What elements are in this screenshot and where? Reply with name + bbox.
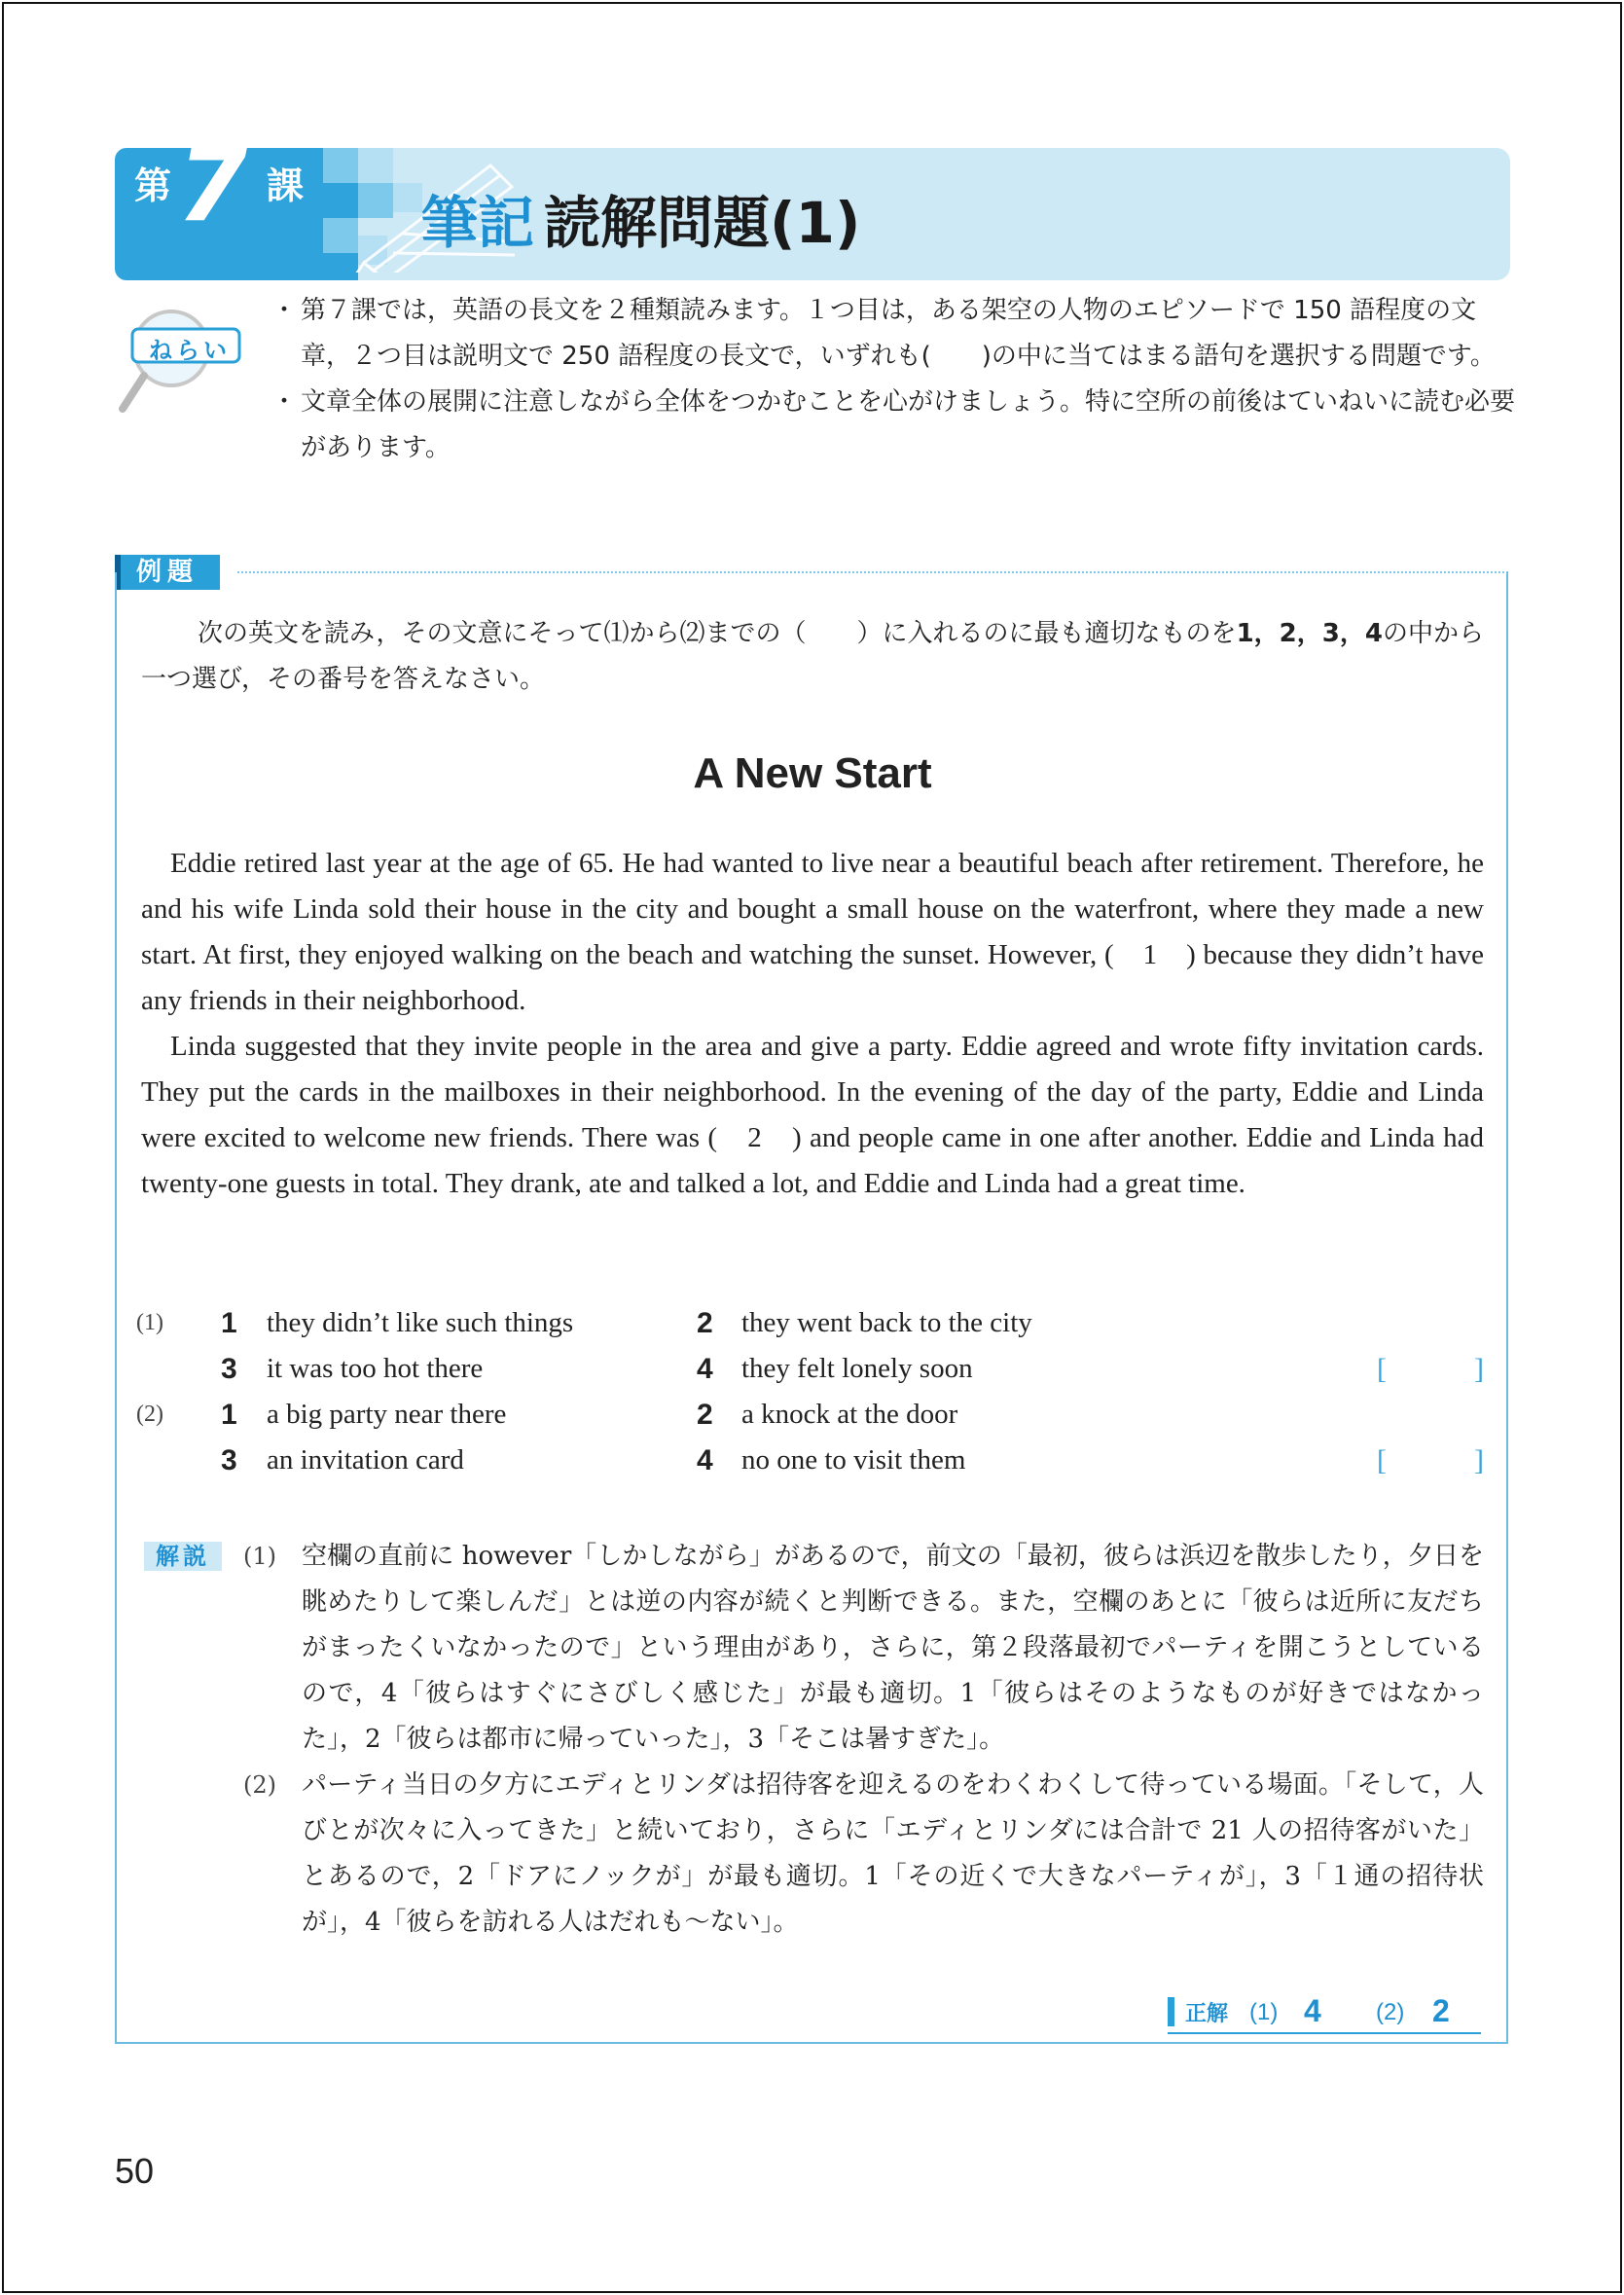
aims-list — [268, 288, 1518, 471]
passage — [141, 841, 1484, 1207]
answer-bracket[interactable]: [ ] — [1377, 1444, 1484, 1476]
paragraph: Eddie retired last year at the age of 65. He had wanted to live near a beautiful beach after retirement. Therefore, he and his wife Linda sold their house in the city and bought a small house on the waterfront, where they made a new start. At first, they enjoyed walking on the beach and watching the sunset. However, ( 1 ) because they didn’t have any friends in their neighborhood. — [141, 848, 1484, 1016]
instruction — [141, 611, 1484, 703]
explanation-number: (2) — [243, 1771, 276, 1799]
title-main: 読解問題(1) — [544, 190, 861, 256]
answer-label: 正解 — [1185, 2001, 1229, 2025]
question-choices — [136, 1300, 1484, 1483]
bullet: ・ — [271, 296, 297, 325]
explanation-item — [243, 1534, 1484, 1763]
aim-text: 第７課では，英語の長文を２種類読みます。１つ目は，ある架空の人物のエピソードで 150 語程度の文章，２つ目は説明文で 250 語程度の長文で，いずれも( )の中に当てはまる語句を選択する問題です。 — [301, 296, 1496, 371]
choice-number: 2 — [697, 1399, 713, 1431]
paragraph: Linda suggested that they invite people in the area and give a party. Eddie agreed and wrote fifty invitation cards. They put the cards in the mailboxes in their neighborhood. In the evening of the day of the party, Eddie and Linda were excited to welcome new friends. There was ( 2 ) and people came in one after another. Eddie and Linda had twenty-one guests in total. They drank, ate and talked a lot, and Eddie and Linda had a great time. — [141, 1031, 1484, 1199]
lesson-header — [115, 126, 1510, 280]
choice-row — [136, 1346, 1484, 1392]
choice-number: 4 — [697, 1353, 713, 1385]
instruction-choices: 1，2，3，4 — [1236, 619, 1383, 648]
title-category: 筆記 — [421, 190, 535, 256]
instruction-text-end: の中から一つ選び，その番号を答えなさい。 — [141, 619, 1484, 694]
choice-row — [136, 1300, 1484, 1346]
choice-text: they felt lonely soon — [741, 1353, 973, 1384]
page-title — [421, 177, 860, 259]
choice-text: they didn’t like such things — [267, 1307, 574, 1338]
bullet: ・ — [271, 387, 297, 417]
choice-number: 2 — [697, 1307, 713, 1339]
choice-number: 4 — [697, 1444, 713, 1476]
choice-number: 1 — [221, 1399, 237, 1431]
choice-text: a big party near there — [267, 1399, 507, 1430]
passage-title: A New Start — [693, 749, 932, 797]
question-number: (2) — [136, 1402, 163, 1427]
example-label: 例題 — [115, 555, 220, 590]
choice-text: an invitation card — [267, 1444, 464, 1475]
choice-text: a knock at the door — [741, 1399, 958, 1430]
answer-marker — [1168, 1997, 1174, 2026]
choice-row — [136, 1438, 1484, 1483]
aims-badge-label: ねらい — [149, 337, 231, 364]
choice-text: it was too hot there — [267, 1353, 484, 1384]
lesson-suffix: 課 — [267, 164, 305, 207]
explanation-text: パーティ当日の夕方にエディとリンダは招待客を迎えるのをわくわくして待っている場面。「そして，人びとが次々に入ってきた」と続いており，さらに「エディとリンダには合計で 21 人の招待客がいた」とあるので，2「ドアにノックが」が最も適切。1「その近くで大きなパーティが」，3「１通の招待状が」，4「彼らを訪れる人はだれも～ない」。 — [302, 1770, 1484, 1937]
answer-question-number: (1) — [1249, 1999, 1279, 2025]
explanation-item — [243, 1763, 1484, 1946]
choice-number: 1 — [221, 1307, 237, 1339]
answer-value: 4 — [1304, 1993, 1321, 2028]
question-number: (1) — [136, 1310, 163, 1335]
choice-text: they went back to the city — [741, 1307, 1032, 1338]
explanation-text: 空欄の直前に however「しかしながら」があるので，前文の「最初，彼らは浜辺を散歩したり，夕日を眺めたりして楽しんだ」とは逆の内容が続くと判断できる。また，空欄のあとに「彼らは近所に友だちがまったくいなかったので」という理由があり，さらに，第２段落最初でパーティを開こうとしているので，4「彼らはすぐにさびしく感じた」が最も適切。1「彼らはそのようなものが好きではなかった」，2「彼らは都市に帰っていった」，3「そこは暑すぎた」。 — [302, 1542, 1484, 1754]
choice-number: 3 — [221, 1353, 237, 1385]
aim-item — [268, 288, 1518, 380]
answer-question-number: (2) — [1376, 1999, 1405, 2025]
aim-text: 文章全体の展開に注意しながら全体をつかむことを心がけましょう。特に空所の前後はていねいに読む必要があります。 — [301, 387, 1516, 462]
lesson-prefix: 第 — [134, 164, 172, 207]
lesson-number: 7 — [177, 126, 248, 244]
instruction-text: 次の英文を読み，その文意にそって⑴から⑵までの（ ）に入れるのに最も適切なものを — [198, 619, 1237, 648]
choice-text: no one to visit them — [741, 1444, 966, 1475]
choice-number: 3 — [221, 1444, 237, 1476]
aim-item — [268, 380, 1518, 471]
explanation-number: (1) — [243, 1543, 276, 1570]
answer-bracket[interactable]: [ ] — [1377, 1353, 1484, 1385]
answer-line — [1168, 1995, 1481, 2034]
explanation-label: 解説 — [144, 1542, 222, 1571]
choice-row — [136, 1392, 1484, 1438]
answer-value: 2 — [1432, 1993, 1450, 2028]
page-number: 50 — [115, 2151, 155, 2191]
